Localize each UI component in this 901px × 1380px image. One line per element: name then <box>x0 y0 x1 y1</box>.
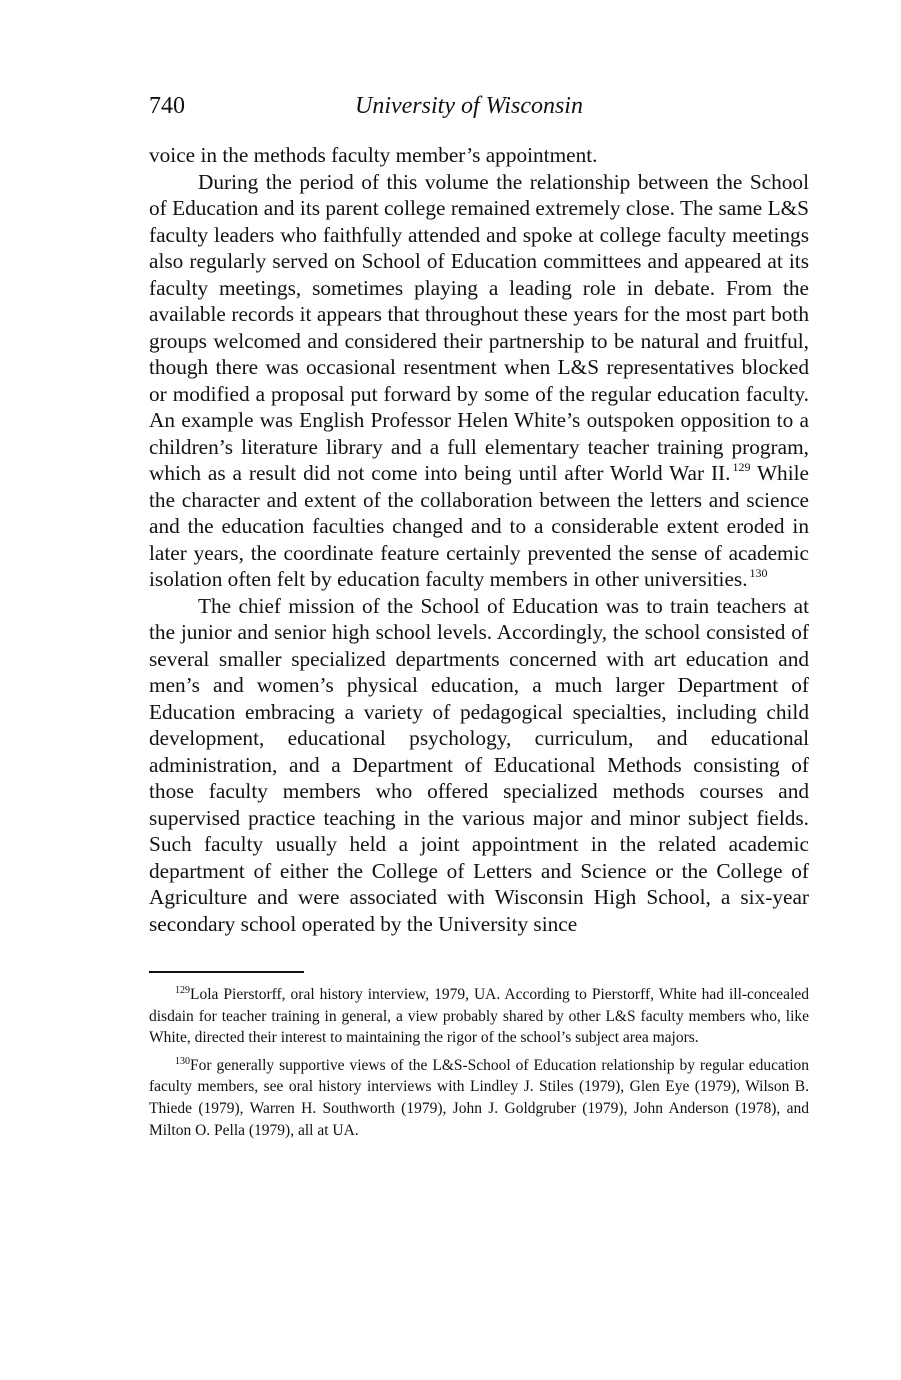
paragraph-continued <box>149 142 809 169</box>
paragraph <box>149 169 809 593</box>
footnote-number: 130 <box>175 1055 190 1067</box>
footnote <box>149 984 809 1049</box>
body-text <box>149 142 809 937</box>
footnote-text: For generally supportive views of the L&S-School of Education relationship by regular education faculty members, see oral history interviews with Lindley J. Stiles (1979), Glen Eye (1979), Wilson B. Thiede (1979), Warren H. Southworth (1979), John J. Goldgruber (1979), John Anderson (1978), and Milton O. Pella (1979), all at UA. <box>149 1056 809 1139</box>
footnote <box>149 1055 809 1141</box>
book-page <box>149 88 809 1147</box>
footnote-number: 129 <box>175 985 190 996</box>
footnote-divider <box>149 971 304 973</box>
paragraph-text: voice in the methods faculty member’s appointment. <box>149 143 598 167</box>
paragraph-text: During the period of this volume the relationship between the School of Education and its parent college remained extremely close. The same L&S faculty leaders who faithfully attended and spoke at college faculty meetings also regularly served on School of Education committees and appeared at its faculty meetings, sometimes playing a leading role in debate. From the available records it appears that throughout these years for the most part both groups welcomed and considered their partnership to be natural and fruitful, though there was occasional resentment when L&S representatives blocked or modified a proposal put forward by some of the regular education faculty. An example was English Professor Helen White’s outspoken opposition to a children’s literature library and a full elementary teacher training program, which as a result did not come into being until after World War II. <box>149 169 809 485</box>
footnote-text: Lola Pierstorff, oral history interview, 1979, UA. According to Pierstorff, White had ill-concealed disdain for teacher training in general, a view probably shared by other L&S faculty members who, like White, directed their interest to maintaining the rigor of the school’s subject area majors. <box>149 986 809 1047</box>
paragraph-text: While the character and extent of the collaboration between the letters and science and the education faculties changed and to a considerable extent eroded in later years, the coordinate feature certainly prevented the sense of academic isolation often felt by education faculty members in other universities. <box>149 461 809 591</box>
page-number: 740 <box>149 93 185 119</box>
paragraph <box>149 593 809 938</box>
footnote-reference[interactable]: 129 <box>732 460 751 474</box>
running-head <box>149 88 809 128</box>
footnote-reference[interactable]: 130 <box>749 566 768 580</box>
paragraph-text: The chief mission of the School of Education was to train teachers at the junior and senior high school levels. Accordingly, the school consisted of several smaller specialized departments concerned with art education and men’s and women’s physical education, a much larger Department of Education embracing a variety of pedagogical specialties, including child development, educational psychology, curriculum, and educational administration, and a Department of Educational Methods consisting of those faculty members who offered specialized methods courses and supervised practice teaching in the various major and minor subject fields. Such faculty usually held a joint appointment in the related academic department of either the College of Letters and Science or the College of Agriculture and were associated with Wisconsin High School, a six-year secondary school operated by the University since <box>149 593 809 936</box>
footnotes <box>149 984 809 1141</box>
running-title: University of Wisconsin <box>355 93 583 119</box>
